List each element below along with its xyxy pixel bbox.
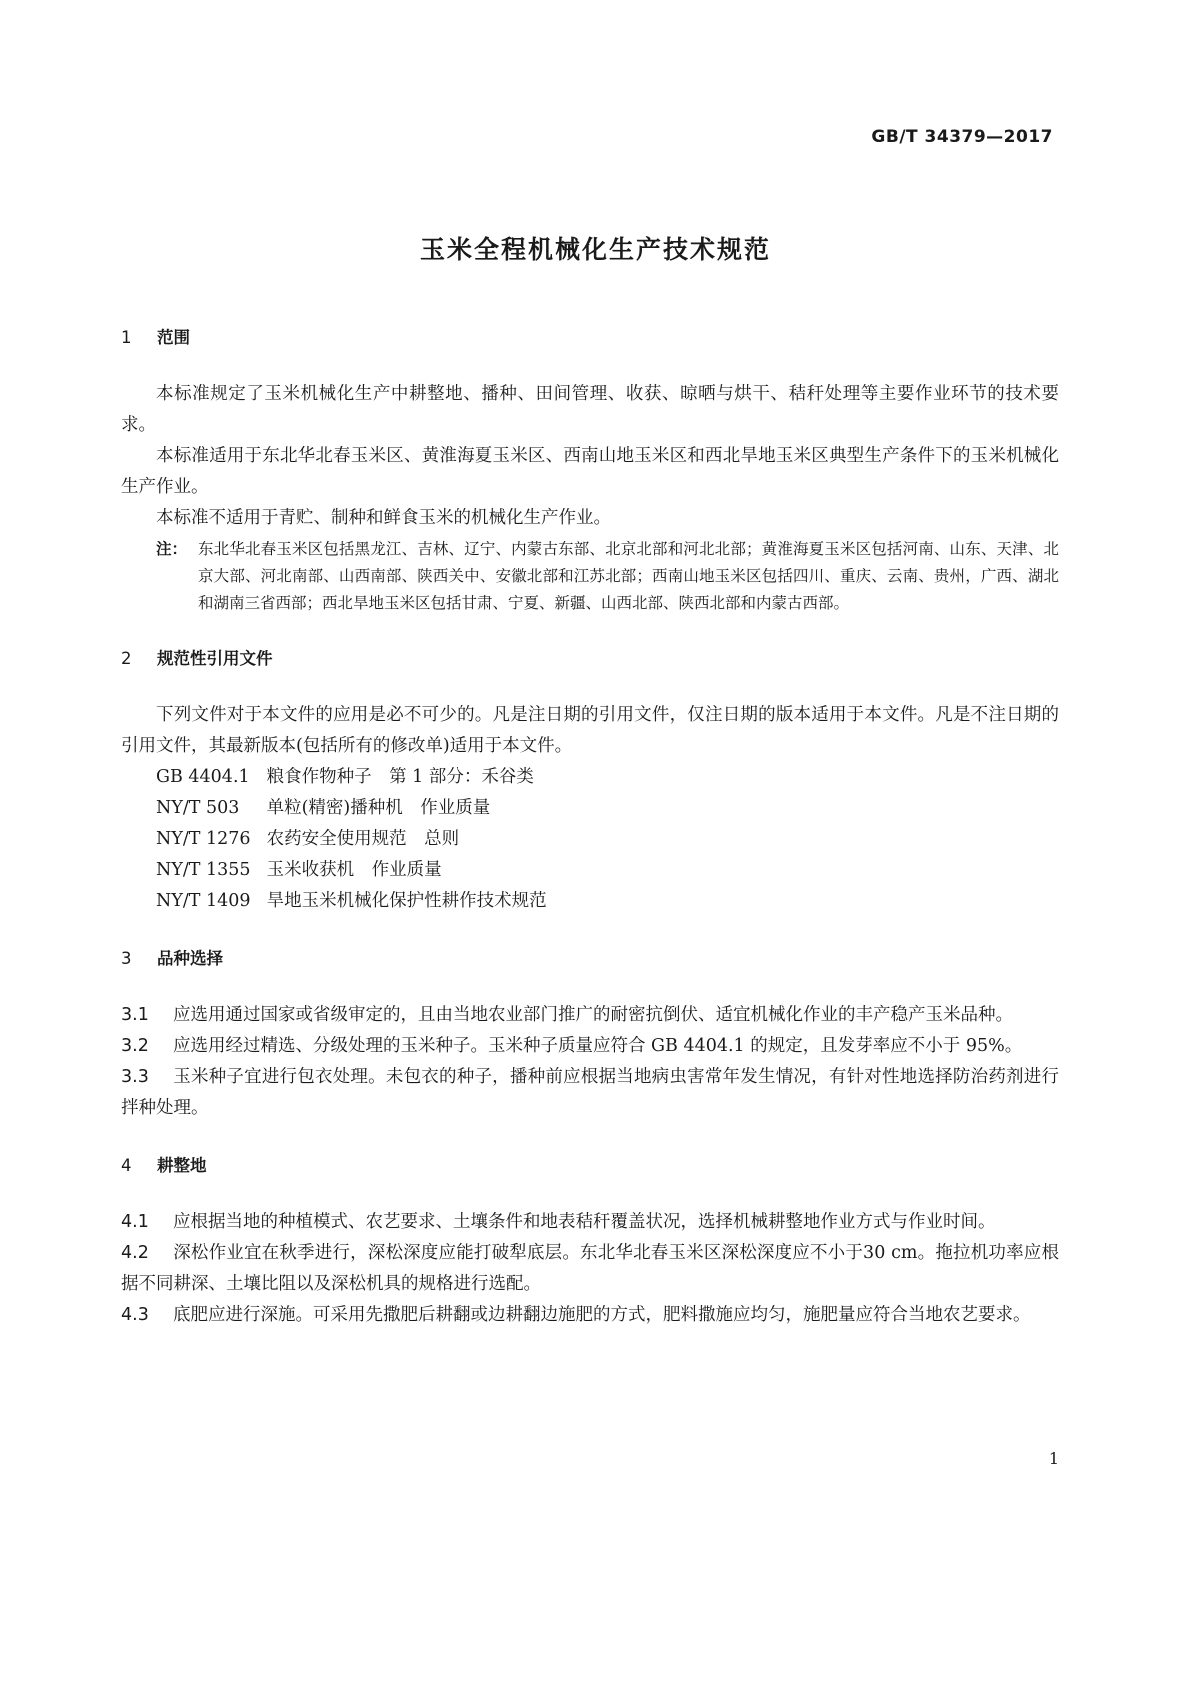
reference-item [121,824,1059,855]
page-number: 1 [1048,1449,1059,1468]
clause-4-2 [121,1238,1059,1300]
note-label: 注： [156,540,188,558]
reference-item [121,762,1059,793]
reference-code: NY/T 1355 [156,860,251,880]
clause-number: 3.3 [121,1067,149,1087]
clause-number: 4.2 [121,1243,149,1263]
reference-name: 农药安全使用规范 总则 [266,829,460,849]
section-number: 2 [121,649,132,668]
section-heading-scope [121,322,1059,353]
clause-4-1 [121,1207,1059,1238]
reference-item [121,886,1059,917]
standard-code: GB/T 34379—2017 [871,127,1053,147]
clause-3-3 [121,1062,1059,1124]
section-heading-tillage [121,1150,1059,1181]
clause-text: 应选用通过国家或省级审定的，且由当地农业部门推广的耐密抗倒伏、适宜机械化作业的丰产稳产玉米品种。 [173,1005,1013,1025]
section-title: 范围 [157,328,190,347]
reference-name: 单粒(精密)播种机 作业质量 [266,798,491,818]
reference-code: NY/T 1409 [156,891,251,911]
reference-name: 玉米收获机 作业质量 [266,860,442,880]
reference-item [121,855,1059,886]
reference-name: 旱地玉米机械化保护性耕作技术规范 [266,891,547,911]
reference-code: GB 4404.1 [156,767,250,787]
document-body [121,322,1059,1331]
scope-paragraph-1: 本标准规定了玉米机械化生产中耕整地、播种、田间管理、收获、晾晒与烘干、秸秆处理等主要作业环节的技术要求。 [121,384,1059,435]
clause-number: 3.2 [121,1036,149,1056]
reference-code: NY/T 1276 [156,829,251,849]
scope-note [121,536,1059,617]
section-number: 1 [121,328,132,347]
section-number: 3 [121,949,132,968]
clause-number: 3.1 [121,1005,149,1025]
reference-code: NY/T 503 [156,798,240,818]
clause-number: 4.1 [121,1212,149,1232]
clause-number: 4.3 [121,1305,149,1325]
section-title: 品种选择 [157,949,223,968]
clause-text: 底肥应进行深施。可采用先撒肥后耕翻或边耕翻边施肥的方式，肥料撒施应均匀，施肥量应符合当地农艺要求。 [173,1305,1031,1325]
section-number: 4 [121,1156,132,1175]
reference-item [121,793,1059,824]
clause-3-1 [121,1000,1059,1031]
clause-text: 应选用经过精选、分级处理的玉米种子。玉米种子质量应符合 GB 4404.1 的规定，且发芽率应不小于 95%。 [173,1036,1023,1056]
section-title: 规范性引用文件 [157,649,273,668]
clause-4-3 [121,1300,1059,1331]
clause-text: 应根据当地的种植模式、农艺要求、土壤条件和地表秸秆覆盖状况，选择机械耕整地作业方式与作业时间。 [173,1212,996,1232]
clause-text: 深松作业宜在秋季进行，深松深度应能打破犁底层。东北华北春玉米区深松深度应不小于30 cm。拖拉机功率应根据不同耕深、土壤比阻以及深松机具的规格进行选配。 [121,1243,1059,1294]
note-text: 东北华北春玉米区包括黑龙江、吉林、辽宁、内蒙古东部、北京北部和河北北部；黄淮海夏玉米区包括河南、山东、天津、北京大部、河北南部、山西南部、陕西关中、安徽北部和江苏北部；西南山地玉米区包括四川、重庆、云南、贵州，广西、湖北和湖南三省西部；西北旱地玉米区包括甘肃、宁夏、新疆、山西北部、陕西北部和内蒙古西部。 [198,540,1059,612]
scope-paragraph-2: 本标准适用于东北华北春玉米区、黄淮海夏玉米区、西南山地玉米区和西北旱地玉米区典型生产条件下的玉米机械化生产作业。 [121,446,1059,497]
reference-name: 粮食作物种子 第 1 部分：禾谷类 [266,767,534,787]
section-title: 耕整地 [157,1156,207,1175]
document-title: 玉米全程机械化生产技术规范 [419,235,771,264]
section-heading-variety-selection [121,943,1059,974]
scope-paragraph-3: 本标准不适用于青贮、制种和鲜食玉米的机械化生产作业。 [156,508,611,528]
clause-3-2 [121,1031,1059,1062]
clause-text: 玉米种子宜进行包衣处理。未包衣的种子，播种前应根据当地病虫害常年发生情况，有针对性地选择防治药剂进行拌种处理。 [121,1067,1059,1118]
references-intro: 下列文件对于本文件的应用是必不可少的。凡是注日期的引用文件，仅注日期的版本适用于本文件。凡是不注日期的引用文件，其最新版本(包括所有的修改单)适用于本文件。 [121,705,1059,756]
section-heading-normative-references [121,643,1059,674]
